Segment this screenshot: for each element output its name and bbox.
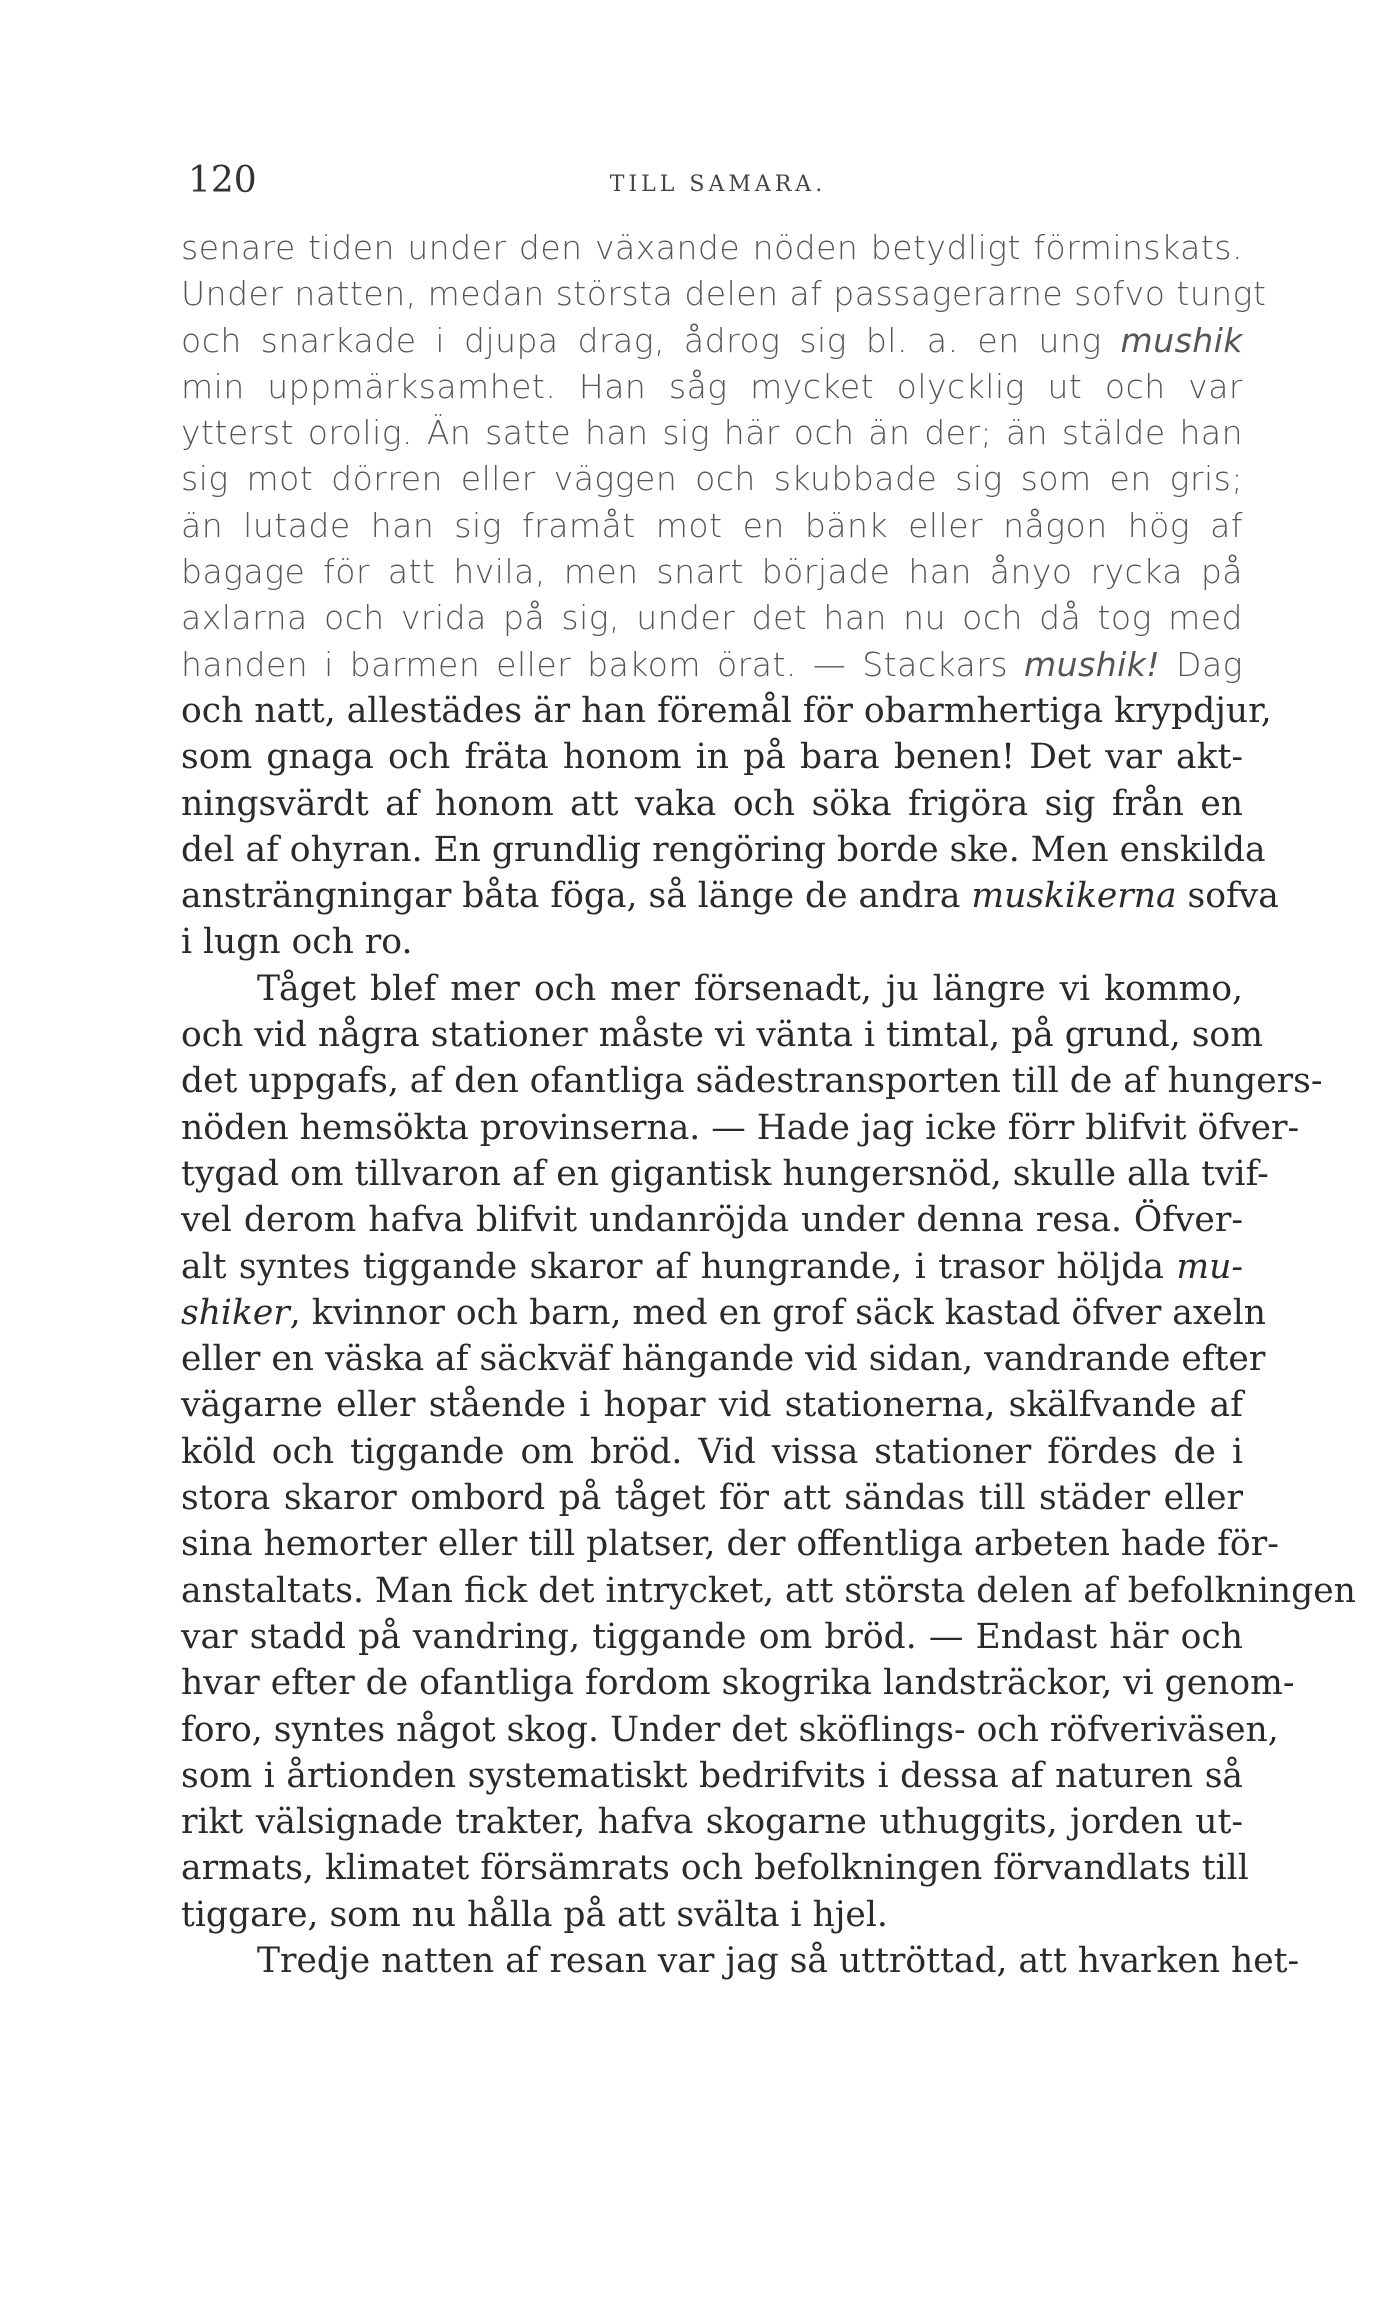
italic-word: muskikerna [971, 876, 1177, 917]
text-line: Tredje natten af resan var jag så uttröttad, att hvarken het- [257, 1940, 1300, 1981]
text-line: anstaltats. Man fick det intrycket, att största delen af befolkningen [181, 1570, 1356, 1611]
text-line: alt syntes tiggande skaror af hungrande, i trasor höljda mu- [181, 1246, 1243, 1287]
text-line: min uppmärksamhet. Han såg mycket olycklig ut och var [181, 366, 1243, 406]
text-line: som gnaga och fräta honom in på bara benen! Det var akt- [181, 737, 1243, 778]
text-line: än lutade han sig framåt mot en bänk eller någon hög af [181, 505, 1243, 545]
text-line: vägarne eller stående i hopar vid stationerna, skälfvande af [181, 1385, 1243, 1426]
text-line: foro, syntes något skog. Under det sköflings- och röfveriväsen, [181, 1709, 1279, 1750]
running-head [188, 160, 1248, 210]
text-line: Tåget blef mer och mer försenadt, ju längre vi kommo, [257, 968, 1243, 1009]
text-line: Under natten, medan största delen af passagerarne sofvo tungt [181, 274, 1267, 314]
text-line: del af ohyran. En grundlig rengöring borde ske. Men enskilda [181, 829, 1266, 870]
text-line: bagage för att hvila, men snart började han ånyo rycka på [181, 552, 1243, 592]
text-line: senare tiden under den växande nöden betydligt förminskats. [181, 228, 1243, 267]
running-title: TILL SAMARA. [609, 172, 827, 197]
text-line: köld och tiggande om bröd. Vid vissa stationer fördes de i [181, 1431, 1243, 1472]
page-number: 120 [188, 160, 257, 201]
text-line: ytterst orolig. Än satte han sig här och än der; än stälde han [181, 413, 1243, 453]
text-line: ningsvärdt af honom att vaka och söka frigöra sig från en [181, 783, 1243, 824]
text-line: axlarna och vrida på sig, under det han nu och då tog med [181, 598, 1243, 638]
text-line: det uppgafs, af den ofantliga sädestransporten till de af hungers- [181, 1061, 1323, 1102]
text-line: sig mot dörren eller väggen och skubbade sig som en gris; [181, 459, 1243, 499]
text-line: tiggare, som nu hålla på att svälta i hjel. [181, 1894, 888, 1935]
text-line: vel derom hafva blifvit undanröjda under denna resa. Öfver- [181, 1200, 1243, 1241]
italic-word: shiker [181, 1292, 290, 1333]
text-line: och natt, allestädes är han föremål för obarmhertiga krypdjur, [181, 690, 1272, 731]
text-line: tygad om tillvaron af en gigantisk hungersnöd, skulle alla tvif- [181, 1153, 1269, 1194]
text-line: och vid några stationer måste vi vänta i timtal, på grund, som [181, 1015, 1263, 1056]
text-line: stora skaror ombord på tåget för att sändas till städer eller [181, 1478, 1243, 1519]
text-line: eller en väska af säckväf hängande vid sidan, vandrande efter [181, 1339, 1266, 1380]
text-line: som i årtionden systematiskt bedrifvits i dessa af naturen så [181, 1755, 1243, 1796]
text-line: rikt välsignade trakter, hafva skogarne uthuggits, jorden ut- [181, 1802, 1243, 1843]
text-line: i lugn och ro. [181, 922, 413, 963]
italic-word: mushik [1120, 320, 1243, 360]
text-line: handen i barmen eller bakom örat. — Stackars mushik! Dag [181, 644, 1243, 684]
text-line: nöden hemsökta provinserna. — Hade jag icke förr blifvit öfver- [181, 1107, 1300, 1148]
text-line: ansträngningar båta föga, så länge de andra muskikerna sofva [181, 876, 1279, 917]
body-text [181, 225, 1356, 1984]
italic-word: mu- [1176, 1246, 1243, 1287]
text-line: hvar efter de ofantliga fordom skogrika landsträckor, vi genom- [181, 1663, 1295, 1704]
text-line: shiker, kvinnor och barn, med en grof säck kastad öfver axeln [181, 1292, 1266, 1333]
text-line: sina hemorter eller till platser, der offentliga arbeten hade för- [181, 1524, 1279, 1565]
text-line: armats, klimatet försämrats och befolkningen förvandlats till [181, 1848, 1249, 1889]
text-line: var stadd på vandring, tiggande om bröd. — Endast här och [181, 1616, 1243, 1657]
italic-word: mushik! [1023, 644, 1161, 684]
text-line: och snarkade i djupa drag, ådrog sig bl. a. en ung mushik [181, 320, 1243, 360]
